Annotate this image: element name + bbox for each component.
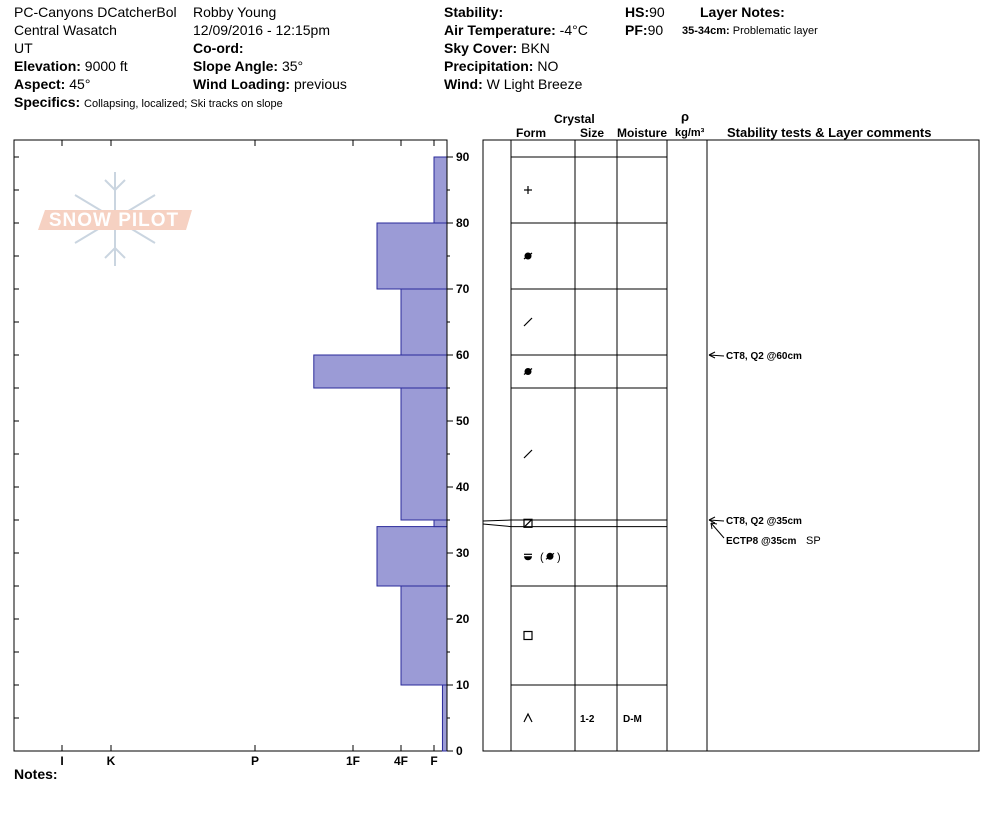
grain-form-symbol-8 — [524, 186, 532, 194]
stability-label: Stability: — [444, 4, 504, 20]
sky-cover-value: BKN — [521, 40, 550, 56]
grain-size-0: 1-2 — [580, 714, 595, 725]
depth-tick-label-60: 60 — [456, 348, 470, 362]
slope-angle-value: 35° — [281, 58, 304, 74]
hs-value: 90 — [649, 4, 665, 20]
air-temperature-label: Air Temperature: — [444, 22, 556, 38]
observer-name: Robby Young — [193, 4, 277, 20]
hs-label: HS: — [625, 4, 650, 20]
hardness-tick-label-4F: 4F — [393, 754, 409, 768]
depth-tick-label-30: 30 — [456, 546, 470, 560]
hardness-bar-0 — [442, 685, 447, 751]
hardness-bar-6 — [401, 289, 447, 355]
depth-tick-label-80: 80 — [456, 216, 470, 230]
snowpilot-logo-text: SNOW PILOT — [48, 210, 180, 231]
wind-loading-label: Wind Loading: — [193, 76, 291, 92]
stability-tests — [709, 351, 821, 547]
grain-form-symbol-1-box — [524, 632, 532, 640]
hardness-bar-3 — [434, 520, 447, 527]
grain-form-symbol-2-paren-close: ) — [557, 551, 561, 564]
specifics-label: Specifics: — [14, 94, 81, 110]
depth-tick-label-90: 90 — [456, 150, 470, 164]
precipitation-label: Precipitation: — [444, 58, 534, 74]
precipitation-value: NO — [537, 58, 559, 74]
hardness-bars — [314, 157, 447, 751]
grain-form-symbol-2-paren-open: ( — [540, 551, 544, 564]
depth-tick-label-50: 50 — [456, 414, 470, 428]
test-label-1: CT8, Q2 @35cm — [726, 516, 802, 527]
density-unit-header: kg/m³ — [675, 127, 705, 139]
hardness-bar-2 — [377, 527, 447, 586]
elevation-value: 9000 ft — [84, 58, 128, 74]
depth-axis — [447, 140, 470, 758]
layer-connector-lower — [483, 524, 511, 527]
grain-form-symbol-0 — [524, 714, 532, 722]
test-extra-2: SP — [806, 535, 821, 547]
layer-notes-label: Layer Notes: — [700, 4, 785, 20]
hardness-bar-8 — [434, 157, 447, 223]
test-leader-2 — [711, 523, 724, 538]
left-axis-ticks — [14, 157, 19, 751]
grain-form-symbol-0-caret — [524, 714, 532, 722]
aspect-label: Aspect: — [14, 76, 66, 92]
aspect-value: 45° — [69, 76, 91, 92]
test-label-0: CT8, Q2 @60cm — [726, 351, 802, 362]
grain-form-symbol-6-slash — [524, 318, 532, 326]
notes-label: Notes: — [14, 766, 58, 782]
depth-tick-label-70: 70 — [456, 282, 470, 296]
hardness-tick-label-I: I — [60, 754, 64, 768]
depth-tick-label-40: 40 — [456, 480, 470, 494]
layer-table-frame — [483, 140, 979, 751]
test-label-2: ECTP8 @35cm — [726, 536, 797, 547]
rho-header: ρ — [681, 109, 690, 124]
depth-tick-label-20: 20 — [456, 612, 470, 626]
hardness-tick-label-K: K — [106, 754, 116, 768]
depth-tick-label-0: 0 — [456, 744, 463, 758]
size-header: Size — [580, 126, 605, 140]
pf-value: 90 — [647, 22, 664, 38]
hardness-tick-label-F: F — [430, 754, 438, 768]
hardness-bar-4 — [401, 388, 447, 520]
pf-label: PF: — [625, 22, 648, 38]
layer-table — [483, 140, 707, 751]
hardness-bar-5 — [314, 355, 447, 388]
air-temperature-value: -4°C — [559, 22, 588, 38]
region-name: Central Wasatch — [14, 22, 117, 38]
location-name: PC-Canyons DCatcherBol — [14, 4, 177, 20]
grain-form-symbol-7 — [524, 253, 532, 260]
hardness-tick-label-P: P — [250, 754, 260, 768]
moisture-0: D-M — [623, 714, 642, 725]
grain-form-symbol-5 — [524, 368, 532, 375]
grain-form-symbol-1 — [524, 632, 532, 640]
layer-note-text: Problematic layer — [732, 25, 818, 37]
grain-form-symbol-2-melt — [524, 556, 532, 560]
stability-comments-header: Stability tests & Layer comments — [727, 125, 932, 140]
grain-form-symbol-6 — [524, 318, 532, 326]
hardness-bar-1 — [401, 586, 447, 685]
grain-form-symbol-2 — [524, 551, 561, 563]
hardness-tick-label-1F: 1F — [345, 754, 361, 768]
observation-datetime: 12/09/2016 - 12:15pm — [193, 22, 330, 38]
layer-note-depth: 35-34cm: — [682, 25, 730, 37]
grain-form-symbol-4-slash — [524, 450, 532, 458]
moisture-header: Moisture — [617, 126, 668, 140]
crystal-header: Crystal — [554, 112, 595, 126]
elevation-label: Elevation: — [14, 58, 81, 74]
sky-cover-label: Sky Cover: — [444, 40, 518, 56]
wind-label: Wind: — [444, 76, 483, 92]
form-header: Form — [516, 126, 546, 140]
wind-value: W Light Breeze — [486, 76, 583, 92]
hardness-bar-7 — [377, 223, 447, 289]
grain-form-symbol-4 — [524, 450, 532, 458]
wind-loading-value: previous — [293, 76, 347, 92]
snowpilot-logo — [38, 172, 192, 266]
specifics-value: Collapsing, localized; Ski tracks on slope — [84, 98, 283, 110]
coord-label: Co-ord: — [193, 40, 244, 56]
slope-angle-label: Slope Angle: — [193, 58, 279, 74]
state-name: UT — [14, 40, 33, 56]
layer-connector-upper — [483, 520, 511, 521]
depth-tick-label-10: 10 — [456, 678, 470, 692]
